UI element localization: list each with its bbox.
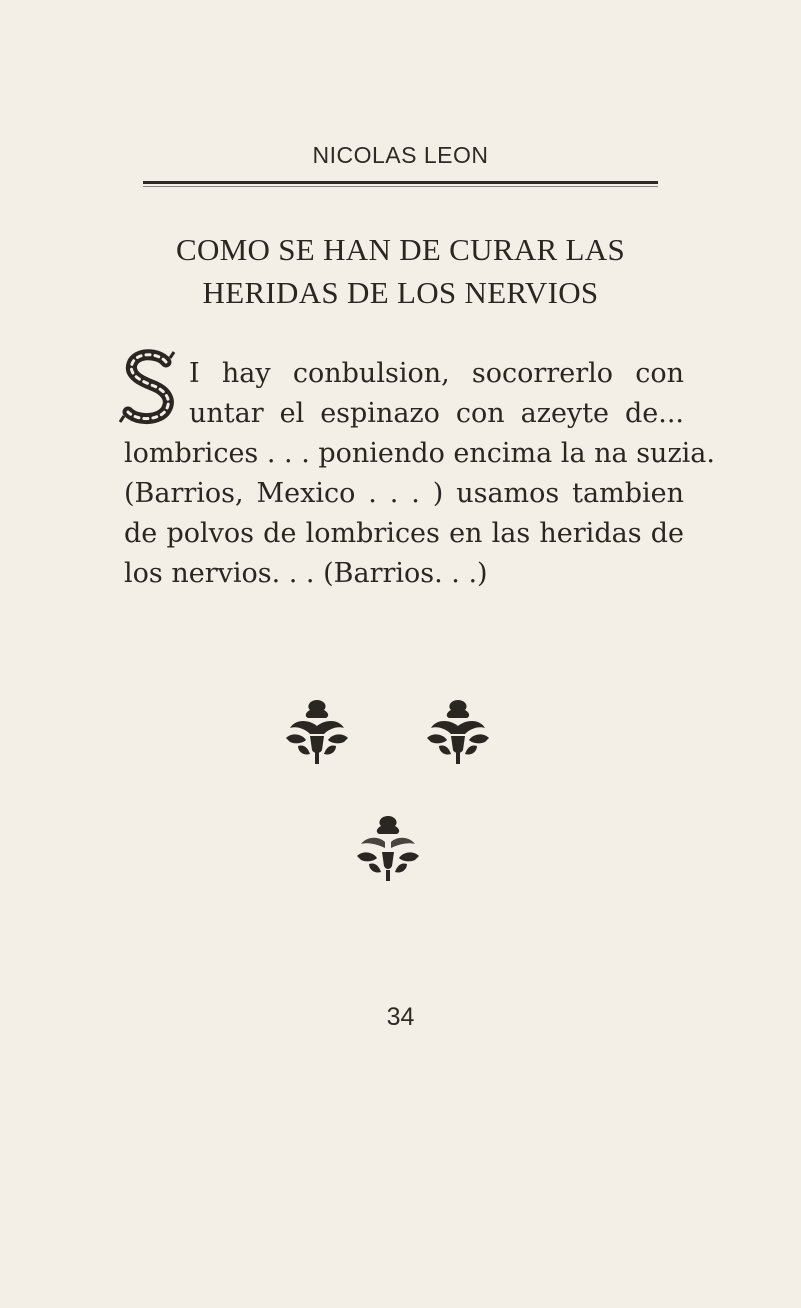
body-line-2: untar el espinazo con azeyte de... (189, 398, 684, 429)
header-rule-thin (143, 186, 658, 187)
fleuron-icon (284, 698, 350, 766)
body-line-4: (Barrios, Mexico . . . ) usamos tambien (124, 478, 684, 509)
chapter-title (0, 228, 801, 314)
running-head: NICOLAS LEON (312, 142, 489, 168)
body-paragraph (124, 354, 715, 594)
body-line-5: de polvos de lombrices en las heridas de (124, 518, 684, 549)
body-line-1: I hay conbulsion, socorrerlo con (189, 358, 684, 389)
body-line-6: los nervios. . . (Barrios. . .) (124, 558, 488, 589)
chapter-title-line-2: HERIDAS DE LOS NERVIOS (202, 275, 599, 310)
chapter-title-line-1: COMO SE HAN DE CURAR LAS (176, 232, 625, 267)
fleuron-icon (355, 814, 421, 882)
fleuron-icon (425, 698, 491, 766)
header-rule (143, 181, 658, 184)
page-number: 34 (386, 1003, 415, 1031)
body-line-3: lombrices . . . poniendo encima la na suzia. (124, 438, 715, 469)
